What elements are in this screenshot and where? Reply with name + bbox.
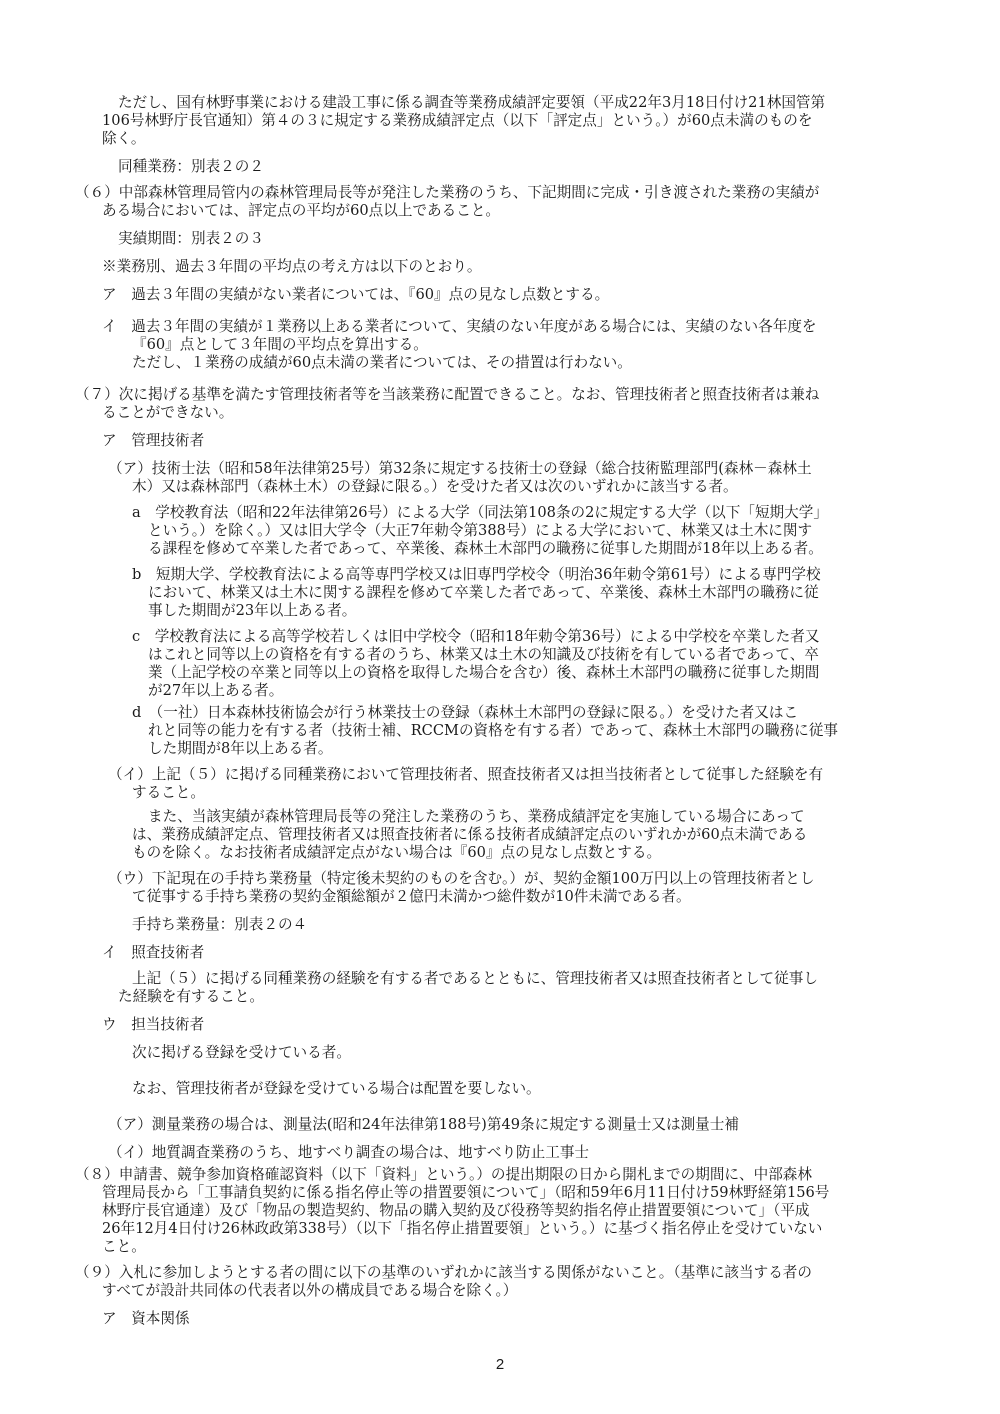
text-line: は、業務成績評定点、管理技術者又は照査技術者に係る技術者成績評定点のいずれかが60点未満である bbox=[132, 826, 808, 843]
text-line: 林野庁長官通達）及び「物品の製造契約、物品の購入契約及び役務等契約指名停止措置要領について」（平成 bbox=[102, 1202, 810, 1219]
text-line: はこれと同等以上の資格を有する者のうち、林業又は土木の知識及び技術を有している者であって、卒 bbox=[148, 646, 819, 663]
text-line: る課程を修めて卒業した者であって、卒業後、森林土木部門の職務に従事した期間が18年以上ある者。 bbox=[148, 540, 823, 557]
text-line: （ア）技術士法（昭和58年法律第25号）第32条に規定する技術士の登録（総合技術監理部門(森林－森林土 bbox=[108, 460, 812, 477]
text-line: ア 管理技術者 bbox=[102, 432, 205, 449]
text-line: ただし、１業務の成績が60点未満の業者については、その措置は行わない。 bbox=[132, 354, 632, 371]
text-line: 『60』点として３年間の平均点を算出する。 bbox=[132, 336, 428, 353]
text-line: ることができない。 bbox=[102, 404, 234, 421]
text-line: 事した期間が23年以上ある者。 bbox=[148, 602, 357, 619]
text-line: 次に掲げる登録を受けている者。 bbox=[132, 1044, 351, 1061]
text-line: 同種業務：別表２の２ bbox=[118, 158, 264, 175]
text-line: （イ）上記（５）に掲げる同種業務において管理技術者、照査技術者又は担当技術者として従事した経験を有 bbox=[108, 766, 824, 783]
text-line: なお、管理技術者が登録を受けている場合は配置を要しない。 bbox=[132, 1080, 541, 1097]
text-line: （ア）測量業務の場合は、測量法(昭和24年法律第188号)第49条に規定する測量士又は測量士補 bbox=[108, 1116, 739, 1133]
text-line: （８）申請書、競争参加資格確認資料（以下「資料」という。）の提出期限の日から開札までの期間に、中部森林 bbox=[75, 1166, 812, 1183]
text-line: という。）を除く。）又は旧大学令（大正7年勅令第388号）による大学において、林業又は土木に関す bbox=[148, 522, 813, 539]
text-line: て従事する手持ち業務の契約金額総額が２億円未満かつ総件数が10件未満である者。 bbox=[132, 888, 691, 905]
text-line: すること。 bbox=[132, 784, 205, 801]
text-line: ものを除く。なお技術者成績評定点がない場合は『60』点の見なし点数とする。 bbox=[132, 844, 662, 861]
text-line: ア 資本関係 bbox=[102, 1310, 190, 1327]
text-line: （イ）地質調査業務のうち、地すべり調査の場合は、地すべり防止工事士 bbox=[108, 1144, 590, 1161]
text-line: （７）次に掲げる基準を満たす管理技術者等を当該業務に配置できること。なお、管理技術者と照査技術者は兼ね bbox=[75, 386, 820, 403]
text-line: 上記（５）に掲げる同種業務の経験を有する者であるとともに、管理技術者又は照査技術者として従事し bbox=[132, 970, 818, 987]
text-line: ア 過去３年間の実績がない業者については、『60』点の見なし点数とする。 bbox=[102, 286, 610, 303]
text-line: イ 過去３年間の実績が１業務以上ある業者について、実績のない年度がある場合には、実績のない各年度を bbox=[102, 318, 817, 335]
text-line: た経験を有すること。 bbox=[118, 988, 264, 1005]
text-line: ただし、国有林野事業における建設工事に係る調査等業務成績評定要領（平成22年3月18日付け21林国管第 bbox=[118, 94, 826, 111]
text-line: 木）又は森林部門（森林土木）の登録に限る。）を受けた者又は次のいずれかに該当する者。 bbox=[132, 478, 738, 495]
text-line: れと同等の能力を有する者（技術士補、RCCMの資格を有する者）であって、森林土木部門の職務に従事 bbox=[148, 722, 838, 739]
text-line: した期間が8年以上ある者。 bbox=[148, 740, 333, 757]
page-number: 2 bbox=[495, 1356, 505, 1373]
text-line: ウ 担当技術者 bbox=[102, 1016, 205, 1033]
text-line: b 短期大学、学校教育法による高等専門学校又は旧専門学校令（明治36年勅令第61号）による専門学校 bbox=[132, 566, 821, 583]
text-line: d （一社）日本森林技術協会が行う林業技士の登録（森林土木部門の登録に限る。）を受けた者又はこ bbox=[132, 704, 799, 721]
text-line: 手持ち業務量：別表２の４ bbox=[132, 916, 308, 933]
text-line: また、当該実績が森林管理局長等の発注した業務のうち、業務成績評定を実施している場合にあって bbox=[148, 808, 805, 825]
text-line: イ 照査技術者 bbox=[102, 944, 205, 961]
text-line: 26年12月4日付け26林政政第338号）（以下「指名停止措置要領」という。）に基づく指名停止を受けていない bbox=[102, 1220, 823, 1237]
text-line: 実績期間：別表２の３ bbox=[118, 230, 264, 247]
text-line: （９）入札に参加しようとする者の間に以下の基準のいずれかに該当する関係がないこと。（基準に該当する者の bbox=[75, 1264, 812, 1281]
text-line: こと。 bbox=[102, 1238, 146, 1255]
text-line: において、林業又は土木に関する課程を修めて卒業した者であって、卒業後、森林土木部門の職務に従 bbox=[148, 584, 819, 601]
text-line: 業（上記学校の卒業と同等以上の資格を取得した場合を含む）後、森林土木部門の職務に従事した期間 bbox=[148, 664, 820, 681]
text-line: 管理局長から「工事請負契約に係る指名停止等の措置要領について」（昭和59年6月11日付け59林野経第156号 bbox=[102, 1184, 830, 1201]
text-line: c 学校教育法による高等学校若しくは旧中学校令（昭和18年勅令第36号）による中学校を卒業した者又 bbox=[132, 628, 820, 645]
text-line: 106号林野庁長官通知）第４の３に規定する業務成績評定点（以下「評定点」という。）が60点未満のものを bbox=[102, 112, 813, 129]
text-line: （ウ）下記現在の手持ち業務量（特定後未契約のものを含む。）が、契約金額100万円以上の管理技術者とし bbox=[108, 870, 815, 887]
text-line: （６）中部森林管理局管内の森林管理局長等が発注した業務のうち、下記期間に完成・引き渡された業務の実績が bbox=[75, 184, 820, 201]
text-line: ※業務別、過去３年間の平均点の考え方は以下のとおり。 bbox=[102, 258, 482, 275]
text-line: ある場合においては、評定点の平均が60点以上であること。 bbox=[102, 202, 501, 219]
text-line: すべてが設計共同体の代表者以外の構成員である場合を除く。） bbox=[102, 1282, 518, 1299]
text-line: a 学校教育法（昭和22年法律第26号）による大学（同法第108条の2に規定する大学（以下「短期大学」 bbox=[132, 504, 828, 521]
text-line: が27年以上ある者。 bbox=[148, 682, 284, 699]
text-line: 除く。 bbox=[102, 130, 146, 147]
